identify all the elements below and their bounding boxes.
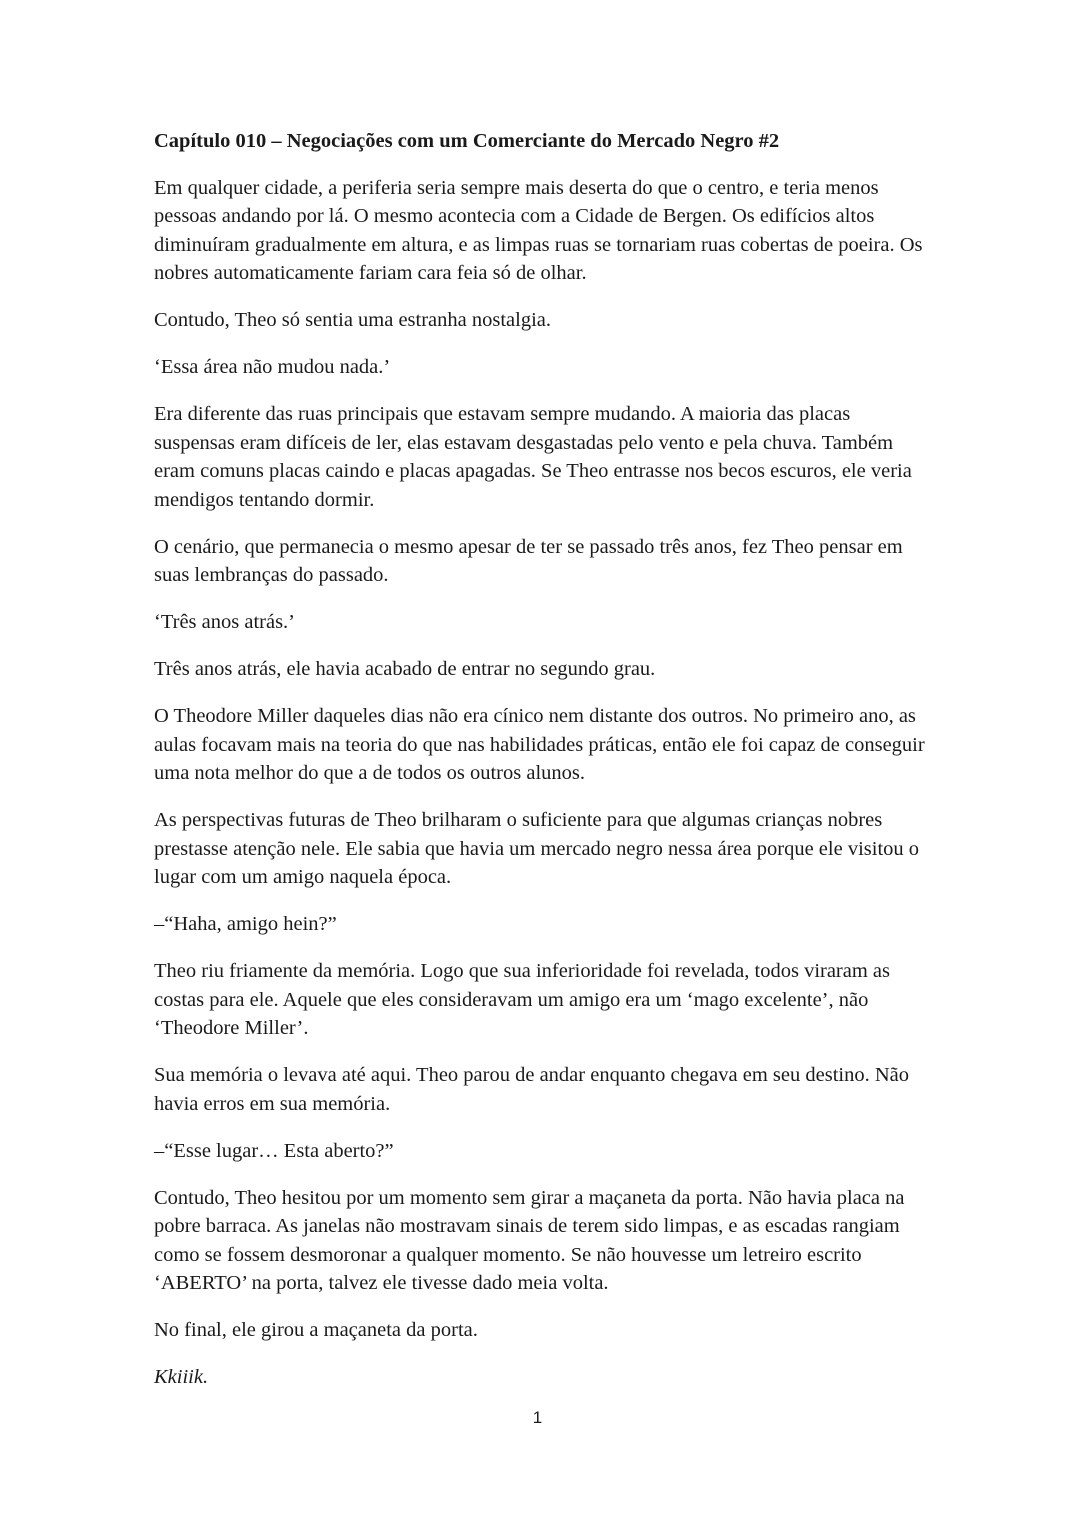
- paragraph-7: Três anos atrás, ele havia acabado de entrar no segundo grau.: [154, 658, 656, 680]
- paragraph-12: Sua memória o levava até aqui. Theo parou de andar enquanto chegava em seu destino. Não havia erros em sua memória.: [154, 1064, 909, 1115]
- paragraph-9: As perspectivas futuras de Theo brilharam o suficiente para que algumas crianças nobres prestasse atenção nele. Ele sabia que havia um mercado negro nessa área porque ele visitou o lugar com um amigo naquela época.: [154, 809, 920, 888]
- paragraph-5: O cenário, que permanecia o mesmo apesar de ter se passado três anos, fez Theo pensar em suas lembranças do passado.: [154, 535, 903, 586]
- paragraph-11: Theo riu friamente da memória. Logo que sua inferioridade foi revelada, todos viraram as costas para ele. Aquele que eles consideravam um amigo era um ‘mago excelente’, não ‘Theodore Miller’.: [154, 960, 891, 1039]
- paragraph-13: –“Esse lugar… Esta aberto?”: [154, 1139, 394, 1162]
- document-body: [154, 127, 929, 1410]
- paragraph-15: No final, ele girou a maçaneta da porta.: [154, 1319, 478, 1341]
- paragraph-3: ‘Essa área não mudou nada.’: [154, 356, 391, 378]
- paragraph-6: ‘Três anos atrás.’: [154, 611, 296, 633]
- paragraph-8: O Theodore Miller daqueles dias não era cínico nem distante dos outros. No primeiro ano, as aulas focavam mais na teoria do que nas habilidades práticas, então ele foi capaz de conseguir uma nota melhor do que a de todos os outros alunos.: [154, 705, 925, 784]
- paragraph-14: Contudo, Theo hesitou por um momento sem girar a maçaneta da porta. Não havia placa na pobre barraca. As janelas não mostravam sinais de terem sido limpas, e as escadas rangiam como se fossem desmoronar a qualquer momento. Se não houvesse um letreiro escrito ‘ABERTO’ na porta, talvez ele tivesse dado meia volta.: [154, 1186, 905, 1294]
- paragraph-16: Kkiiik.: [154, 1366, 209, 1388]
- paragraph-2: Contudo, Theo só sentia uma estranha nostalgia.: [154, 309, 552, 331]
- paragraph-10: –“Haha, amigo hein?”: [154, 913, 337, 935]
- paragraph-4: Era diferente das ruas principais que estavam sempre mudando. A maioria das placas suspensas eram difíceis de ler, elas estavam desgastadas pelo vento e pela chuva. Também eram comuns placas caindo e placas apagadas. Se Theo entrasse nos becos escuros, ele veria mendigos tentando dormir.: [154, 403, 912, 511]
- paragraph-1: Em qualquer cidade, a periferia seria sempre mais deserta do que o centro, e teria menos pessoas andando por lá. O mesmo acontecia com a Cidade de Bergen. Os edifícios altos diminuíram gradualmente em altura, e as limpas ruas se tornariam ruas cobertas de poeira. Os nobres automaticamente fariam cara feia só de olhar.: [154, 176, 923, 284]
- chapter-title: Capítulo 010 – Negociações com um Comerciante do Mercado Negro #2: [154, 130, 780, 152]
- page-number: 1: [532, 1408, 543, 1427]
